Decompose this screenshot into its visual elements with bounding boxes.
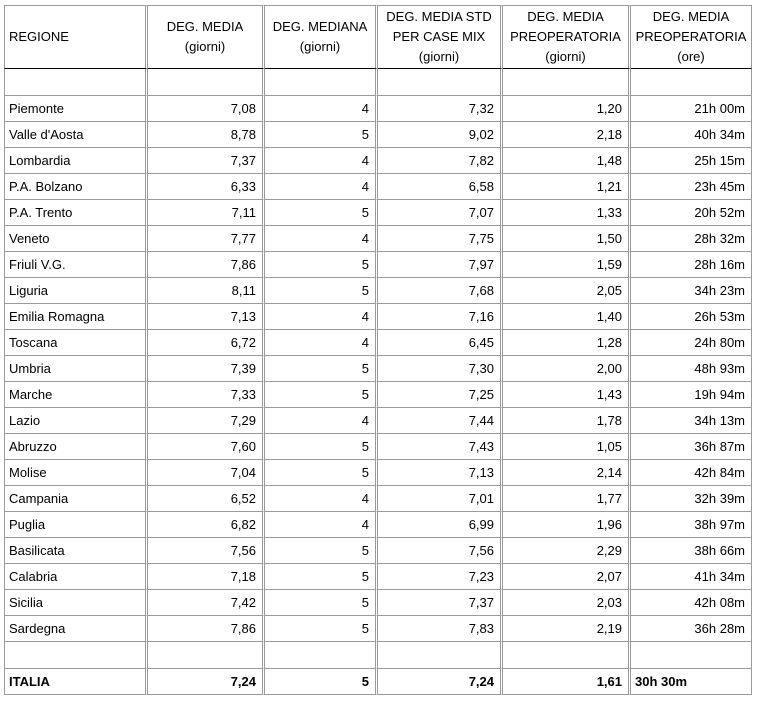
cell-preop-ore: 19h 94m xyxy=(631,382,752,408)
cell-preop-ore: 28h 16m xyxy=(631,252,752,278)
cell-mediana: 5 xyxy=(265,590,378,616)
cell-preop-ore: 36h 28m xyxy=(631,616,752,642)
cell-preop-ore: 21h 00m xyxy=(631,96,752,122)
header-regione: REGIONE xyxy=(4,5,148,69)
cell-preop-ore: 28h 32m xyxy=(631,226,752,252)
table-row xyxy=(4,148,752,174)
cell-mediana: 5 xyxy=(265,356,378,382)
cell-regione: Basilicata xyxy=(4,538,148,564)
cell-std: 7,44 xyxy=(378,408,503,434)
cell-std: 7,24 xyxy=(378,669,503,695)
table-row xyxy=(4,304,752,330)
cell-std: 6,58 xyxy=(378,174,503,200)
table-row xyxy=(4,538,752,564)
cell-preop-giorni: 1,40 xyxy=(503,304,631,330)
cell-preop-giorni: 2,19 xyxy=(503,616,631,642)
cell-regione: P.A. Bolzano xyxy=(4,174,148,200)
cell-mediana: 5 xyxy=(265,538,378,564)
table-row xyxy=(4,96,752,122)
cell-preop-giorni: 1,61 xyxy=(503,669,631,695)
cell-mediana: 4 xyxy=(265,148,378,174)
cell-preop-giorni: 2,03 xyxy=(503,590,631,616)
cell-mediana: 4 xyxy=(265,174,378,200)
cell-preop-giorni: 2,18 xyxy=(503,122,631,148)
cell-regione: Toscana xyxy=(4,330,148,356)
cell-mediana: 4 xyxy=(265,486,378,512)
cell-media: 7,24 xyxy=(148,669,265,695)
cell-std: 6,45 xyxy=(378,330,503,356)
cell-regione: Emilia Romagna xyxy=(4,304,148,330)
header-deg-media: DEG. MEDIA (giorni) xyxy=(148,5,265,69)
cell-media: 7,33 xyxy=(148,382,265,408)
cell-media: 6,82 xyxy=(148,512,265,538)
cell-mediana: 5 xyxy=(265,200,378,226)
cell-std: 7,75 xyxy=(378,226,503,252)
cell-std: 7,16 xyxy=(378,304,503,330)
cell-preop-giorni: 1,28 xyxy=(503,330,631,356)
cell-regione: Veneto xyxy=(4,226,148,252)
table-row xyxy=(4,590,752,616)
cell-regione: P.A. Trento xyxy=(4,200,148,226)
cell-std: 7,43 xyxy=(378,434,503,460)
cell-std: 7,83 xyxy=(378,616,503,642)
table-row xyxy=(4,382,752,408)
cell-regione: Friuli V.G. xyxy=(4,252,148,278)
spacer-row xyxy=(4,642,752,669)
spreadsheet-table xyxy=(4,5,752,695)
cell-media: 7,56 xyxy=(148,538,265,564)
table-row xyxy=(4,486,752,512)
cell-regione: Abruzzo xyxy=(4,434,148,460)
cell-media: 7,13 xyxy=(148,304,265,330)
table-row xyxy=(4,460,752,486)
cell-mediana: 5 xyxy=(265,434,378,460)
header-preop-giorni: DEG. MEDIA PREOPERATORIA (giorni) xyxy=(503,5,631,69)
table-row xyxy=(4,330,752,356)
cell-mediana: 4 xyxy=(265,512,378,538)
cell-regione: Lombardia xyxy=(4,148,148,174)
cell-media: 7,18 xyxy=(148,564,265,590)
cell-mediana: 5 xyxy=(265,616,378,642)
cell-media: 7,08 xyxy=(148,96,265,122)
cell-regione: Marche xyxy=(4,382,148,408)
table-row xyxy=(4,616,752,642)
cell-preop-ore: 48h 93m xyxy=(631,356,752,382)
header-deg-mediana: DEG. MEDIANA (giorni) xyxy=(265,5,378,69)
cell-preop-giorni: 2,07 xyxy=(503,564,631,590)
table-row xyxy=(4,278,752,304)
blank-row xyxy=(4,69,752,96)
cell-preop-giorni: 1,59 xyxy=(503,252,631,278)
cell-preop-ore: 26h 53m xyxy=(631,304,752,330)
cell-preop-giorni: 1,33 xyxy=(503,200,631,226)
cell-media: 7,86 xyxy=(148,616,265,642)
cell-preop-ore: 42h 84m xyxy=(631,460,752,486)
cell-std: 9,02 xyxy=(378,122,503,148)
cell-regione: Campania xyxy=(4,486,148,512)
table-row xyxy=(4,434,752,460)
cell-media: 7,11 xyxy=(148,200,265,226)
cell-mediana: 5 xyxy=(265,564,378,590)
cell-preop-ore: 23h 45m xyxy=(631,174,752,200)
cell-regione: Molise xyxy=(4,460,148,486)
cell-mediana: 5 xyxy=(265,460,378,486)
cell-media: 7,60 xyxy=(148,434,265,460)
cell-std: 7,82 xyxy=(378,148,503,174)
cell-media: 7,29 xyxy=(148,408,265,434)
table-row xyxy=(4,226,752,252)
cell-mediana: 4 xyxy=(265,330,378,356)
cell-regione: Sicilia xyxy=(4,590,148,616)
cell-media: 6,52 xyxy=(148,486,265,512)
cell-preop-ore: 34h 23m xyxy=(631,278,752,304)
cell-regione: Piemonte xyxy=(4,96,148,122)
cell-std: 7,97 xyxy=(378,252,503,278)
cell-preop-ore: 25h 15m xyxy=(631,148,752,174)
data-table xyxy=(4,5,752,695)
cell-mediana: 5 xyxy=(265,382,378,408)
total-row xyxy=(4,669,752,695)
cell-preop-ore: 24h 80m xyxy=(631,330,752,356)
cell-std: 7,23 xyxy=(378,564,503,590)
cell-preop-giorni: 1,43 xyxy=(503,382,631,408)
table-row xyxy=(4,512,752,538)
cell-mediana: 5 xyxy=(265,669,378,695)
table-row xyxy=(4,200,752,226)
cell-preop-ore: 32h 39m xyxy=(631,486,752,512)
cell-regione: Liguria xyxy=(4,278,148,304)
table-row xyxy=(4,252,752,278)
cell-preop-ore: 30h 30m xyxy=(631,669,752,695)
cell-mediana: 4 xyxy=(265,408,378,434)
table-row xyxy=(4,356,752,382)
cell-mediana: 5 xyxy=(265,252,378,278)
cell-std: 7,32 xyxy=(378,96,503,122)
cell-std: 7,56 xyxy=(378,538,503,564)
cell-preop-giorni: 1,21 xyxy=(503,174,631,200)
cell-regione: Puglia xyxy=(4,512,148,538)
cell-mediana: 4 xyxy=(265,96,378,122)
cell-std: 7,68 xyxy=(378,278,503,304)
cell-mediana: 5 xyxy=(265,278,378,304)
header-preop-ore: DEG. MEDIA PREOPERATORIA (ore) xyxy=(631,5,752,69)
cell-preop-giorni: 1,50 xyxy=(503,226,631,252)
cell-preop-ore: 34h 13m xyxy=(631,408,752,434)
table-row xyxy=(4,174,752,200)
cell-mediana: 4 xyxy=(265,304,378,330)
cell-media: 6,72 xyxy=(148,330,265,356)
cell-std: 7,13 xyxy=(378,460,503,486)
cell-media: 7,04 xyxy=(148,460,265,486)
cell-preop-giorni: 2,00 xyxy=(503,356,631,382)
cell-std: 7,25 xyxy=(378,382,503,408)
cell-media: 7,77 xyxy=(148,226,265,252)
cell-preop-giorni: 1,77 xyxy=(503,486,631,512)
cell-preop-giorni: 1,96 xyxy=(503,512,631,538)
cell-regione: Sardegna xyxy=(4,616,148,642)
cell-preop-ore: 38h 66m xyxy=(631,538,752,564)
cell-regione: Lazio xyxy=(4,408,148,434)
cell-media: 8,11 xyxy=(148,278,265,304)
cell-regione: Calabria xyxy=(4,564,148,590)
cell-regione: Umbria xyxy=(4,356,148,382)
cell-mediana: 5 xyxy=(265,122,378,148)
cell-media: 7,42 xyxy=(148,590,265,616)
header-row xyxy=(4,5,752,69)
cell-regione: Valle d'Aosta xyxy=(4,122,148,148)
cell-regione: ITALIA xyxy=(4,669,148,695)
cell-preop-ore: 42h 08m xyxy=(631,590,752,616)
cell-std: 7,07 xyxy=(378,200,503,226)
cell-media: 6,33 xyxy=(148,174,265,200)
table-row xyxy=(4,408,752,434)
cell-preop-ore: 41h 34m xyxy=(631,564,752,590)
cell-std: 7,01 xyxy=(378,486,503,512)
header-deg-media-std: DEG. MEDIA STD PER CASE MIX (giorni) xyxy=(378,5,503,69)
cell-preop-ore: 36h 87m xyxy=(631,434,752,460)
cell-preop-ore: 38h 97m xyxy=(631,512,752,538)
cell-preop-ore: 40h 34m xyxy=(631,122,752,148)
cell-preop-giorni: 1,78 xyxy=(503,408,631,434)
cell-media: 7,37 xyxy=(148,148,265,174)
cell-preop-giorni: 1,05 xyxy=(503,434,631,460)
cell-media: 8,78 xyxy=(148,122,265,148)
cell-preop-giorni: 1,20 xyxy=(503,96,631,122)
cell-preop-giorni: 2,29 xyxy=(503,538,631,564)
table-row xyxy=(4,564,752,590)
cell-std: 7,37 xyxy=(378,590,503,616)
cell-std: 7,30 xyxy=(378,356,503,382)
cell-preop-giorni: 1,48 xyxy=(503,148,631,174)
cell-mediana: 4 xyxy=(265,226,378,252)
cell-preop-giorni: 2,05 xyxy=(503,278,631,304)
cell-std: 6,99 xyxy=(378,512,503,538)
cell-media: 7,86 xyxy=(148,252,265,278)
cell-preop-giorni: 2,14 xyxy=(503,460,631,486)
cell-media: 7,39 xyxy=(148,356,265,382)
cell-preop-ore: 20h 52m xyxy=(631,200,752,226)
table-row xyxy=(4,122,752,148)
